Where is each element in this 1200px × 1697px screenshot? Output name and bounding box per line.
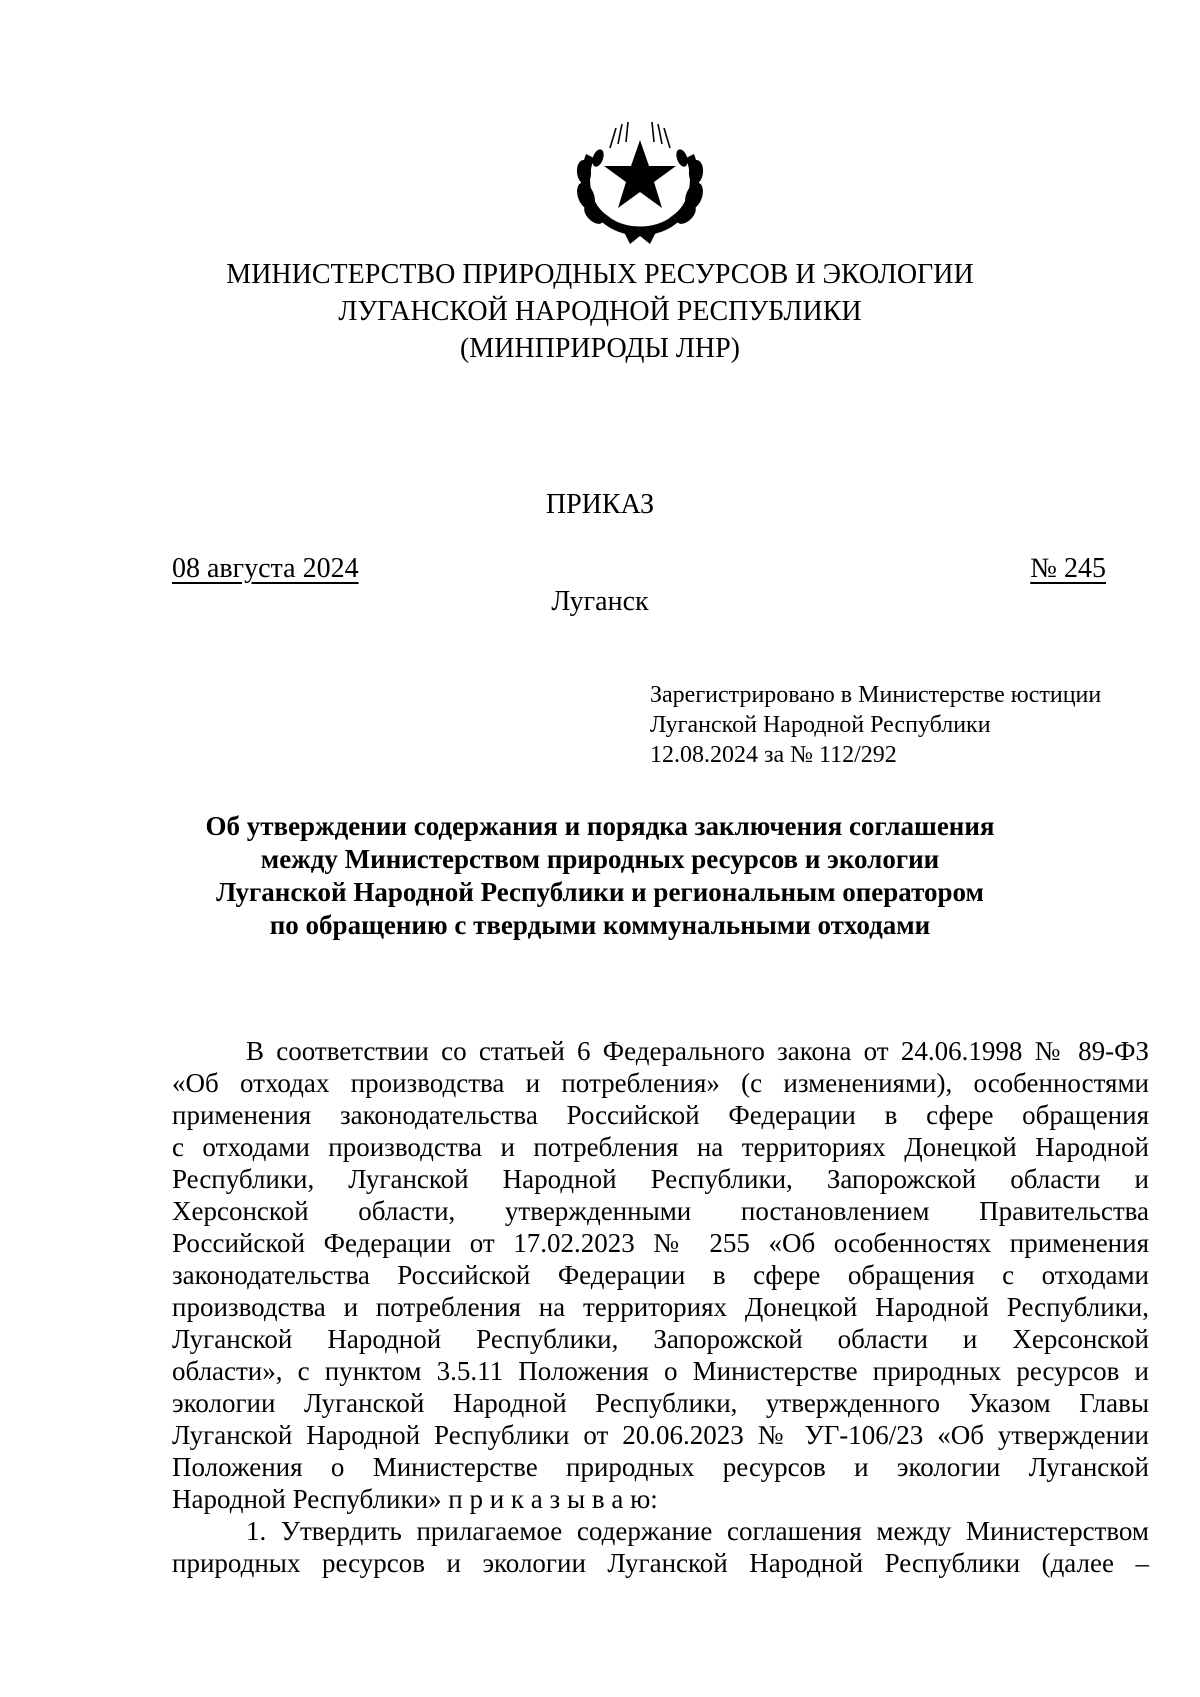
document-heading [0, 810, 1200, 942]
body-line: применения законодательства Российской Федерации в сфере обращения [172, 1100, 1149, 1130]
registration-line-2: Луганской Народной Республики [650, 712, 991, 738]
paragraph-item-1 [172, 1515, 1149, 1579]
body-line: Народной Республики» п р и к а з ы в а ю: [172, 1484, 658, 1514]
body-line: Республики, Луганской Народной Республики, Запорожской области и [172, 1164, 1149, 1194]
coat-of-arms-emblem [572, 118, 708, 246]
document-body [172, 1035, 1149, 1579]
heading-line-4: по обращению с твердыми коммунальными отходами [269, 910, 931, 940]
ministry-line-2: ЛУГАНСКОЙ НАРОДНОЙ РЕСПУБЛИКИ [338, 296, 862, 327]
heading-line-2: между Министерством природных ресурсов и экологии [260, 844, 940, 874]
order-city: Луганск [551, 586, 649, 617]
body-line: производства и потребления на территориях Донецкой Народной Республики, [172, 1292, 1149, 1322]
order-title: ПРИКАЗ [545, 489, 655, 520]
heading-line-3: Луганской Народной Республики и региональным оператором [216, 877, 984, 907]
order-number: № 245 [1030, 553, 1106, 584]
body-line: области», с пунктом 3.5.11 Положения о Министерстве природных ресурсов и [172, 1356, 1149, 1386]
ministry-name [0, 256, 1200, 367]
ministry-line-3: (МИНПРИРОДЫ ЛНР) [459, 333, 741, 364]
body-line: с отходами производства и потребления на территориях Донецкой Народной [172, 1132, 1149, 1162]
body-line: экологии Луганской Народной Республики, утвержденного Указом Главы [172, 1388, 1149, 1418]
body-line: природных ресурсов и экологии Луганской Народной Республики (далее – [172, 1548, 1149, 1578]
body-line: Луганской Народной Республики от 20.06.2023 № УГ-106/23 «Об утверждении [172, 1420, 1149, 1450]
registration-note [650, 680, 1101, 770]
body-line: Херсонской области, утвержденными постановлением Правительства [172, 1196, 1149, 1226]
body-line: законодательства Российской Федерации в сфере обращения с отходами [172, 1260, 1149, 1290]
body-line: «Об отходах производства и потребления» (с изменениями), особенностями [172, 1068, 1149, 1098]
heading-line-1: Об утверждении содержания и порядка заключения соглашения [205, 811, 995, 841]
registration-line-3: 12.08.2024 за № 112/292 [650, 742, 897, 768]
body-line: Российской Федерации от 17.02.2023 № 255 «Об особенностях применения [172, 1228, 1149, 1258]
paragraph-preamble [172, 1035, 1149, 1515]
body-line: Луганской Народной Республики, Запорожской области и Херсонской [172, 1324, 1149, 1354]
ministry-line-1: МИНИСТЕРСТВО ПРИРОДНЫХ РЕСУРСОВ И ЭКОЛОГИИ [226, 259, 974, 290]
order-date: 08 августа 2024 [172, 553, 359, 584]
body-line: 1. Утвердить прилагаемое содержание соглашения между Министерством [246, 1516, 1149, 1546]
body-line: Положения о Министерстве природных ресурсов и экологии Луганской [172, 1452, 1149, 1482]
body-line: В соответствии со статьей 6 Федерального закона от 24.06.1998 № 89-ФЗ [246, 1036, 1149, 1066]
registration-line-1: Зарегистрировано в Министерстве юстиции [650, 682, 1102, 708]
